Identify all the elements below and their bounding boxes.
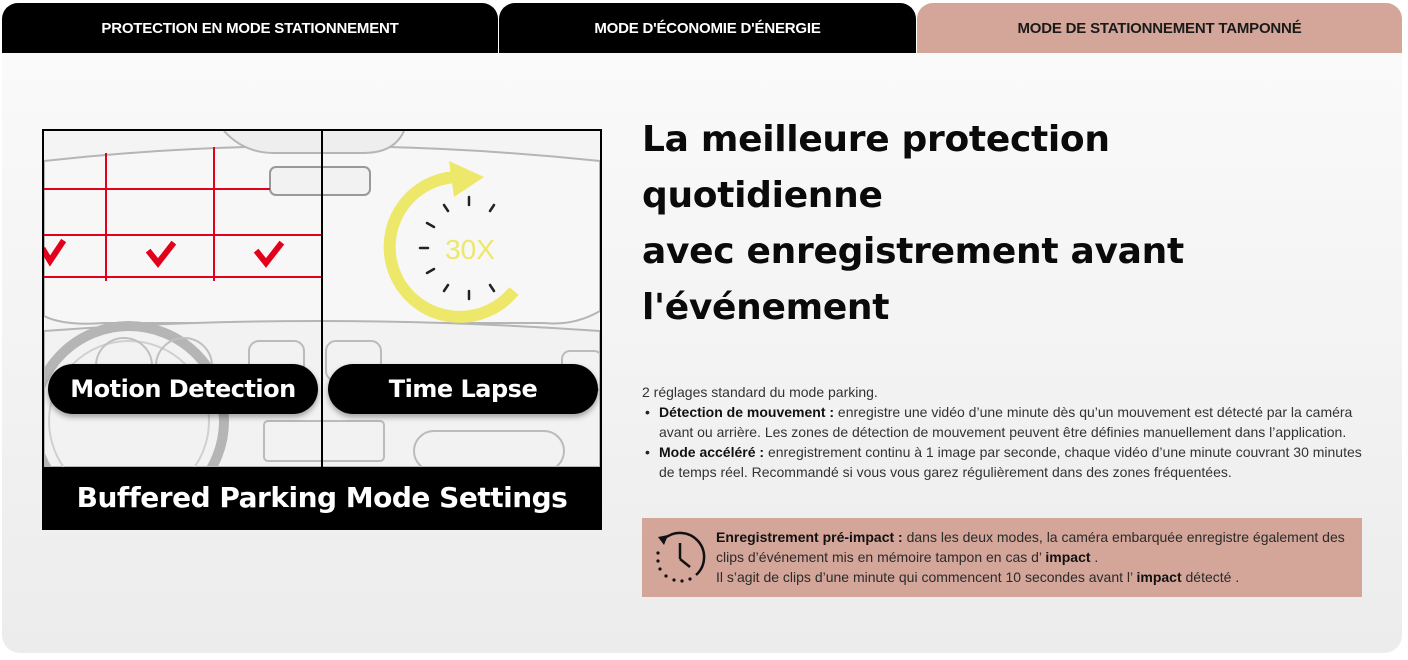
- headline-line: avec enregistrement avant: [642, 231, 1184, 272]
- car-interior-scene: [44, 131, 600, 467]
- tab-label: PROTECTION EN MODE STATIONNEMENT: [101, 19, 399, 37]
- headline-line: l'événement: [642, 287, 890, 328]
- time-lapse-label: Time Lapse: [328, 364, 598, 414]
- feature-text: enregistre une vidéo d’une minute dès qu’un mouvement est détecté par la caméra avant ou arrière. Les zones de détection de mouvement peuvent être définies manuellement dans l’application.: [659, 404, 1353, 440]
- pre-impact-note: [642, 518, 1362, 597]
- feature-text: enregistrement continu à 1 image par seconde, chaque vidéo d’une minute couvrant 30 minutes de temps réel. Recommandé si vous vous garez régulièrement dans des zones fréquentées.: [659, 444, 1362, 480]
- headline-line: quotidienne: [642, 175, 883, 216]
- note-text: Enregistrement pré-impact : dans les deux modes, la caméra embarquée enregistre également des clips d’événement mis en mémoire tampon en cas d’ impact . Il s’agit de clips d’une minute qui commencent 10 secondes avant l’ impact détecté .: [716, 529, 1345, 585]
- description: [642, 382, 1362, 482]
- speed-label: 30X: [445, 234, 495, 265]
- tab-parking-protection[interactable]: [2, 3, 498, 53]
- headline-line: La meilleure protection: [642, 119, 1110, 160]
- clock-rewind-icon: [650, 527, 706, 587]
- illustration-footer: Buffered Parking Mode Settings: [44, 467, 600, 528]
- feature-list: [642, 402, 1362, 482]
- tab-buffered-parking[interactable]: [917, 3, 1402, 53]
- page-headline: [642, 112, 1262, 336]
- mode-tabs: [2, 3, 1402, 53]
- tab-label: MODE DE STATIONNEMENT TAMPONNÉ: [1017, 19, 1302, 37]
- description-intro: 2 réglages standard du mode parking.: [642, 384, 878, 400]
- motion-detection-label: Motion Detection: [48, 364, 318, 414]
- feature-term: Mode accéléré :: [659, 444, 765, 460]
- tab-energy-saving[interactable]: [499, 3, 916, 53]
- car-interior-drawing: [44, 131, 600, 467]
- feature-term: Détection de mouvement :: [659, 404, 835, 420]
- list-item: [642, 442, 1362, 482]
- note-term: Enregistrement pré-impact :: [716, 529, 903, 545]
- tab-label: MODE D'ÉCONOMIE D'ÉNERGIE: [594, 19, 821, 37]
- list-item: [642, 402, 1362, 442]
- buffered-parking-illustration: [42, 129, 602, 530]
